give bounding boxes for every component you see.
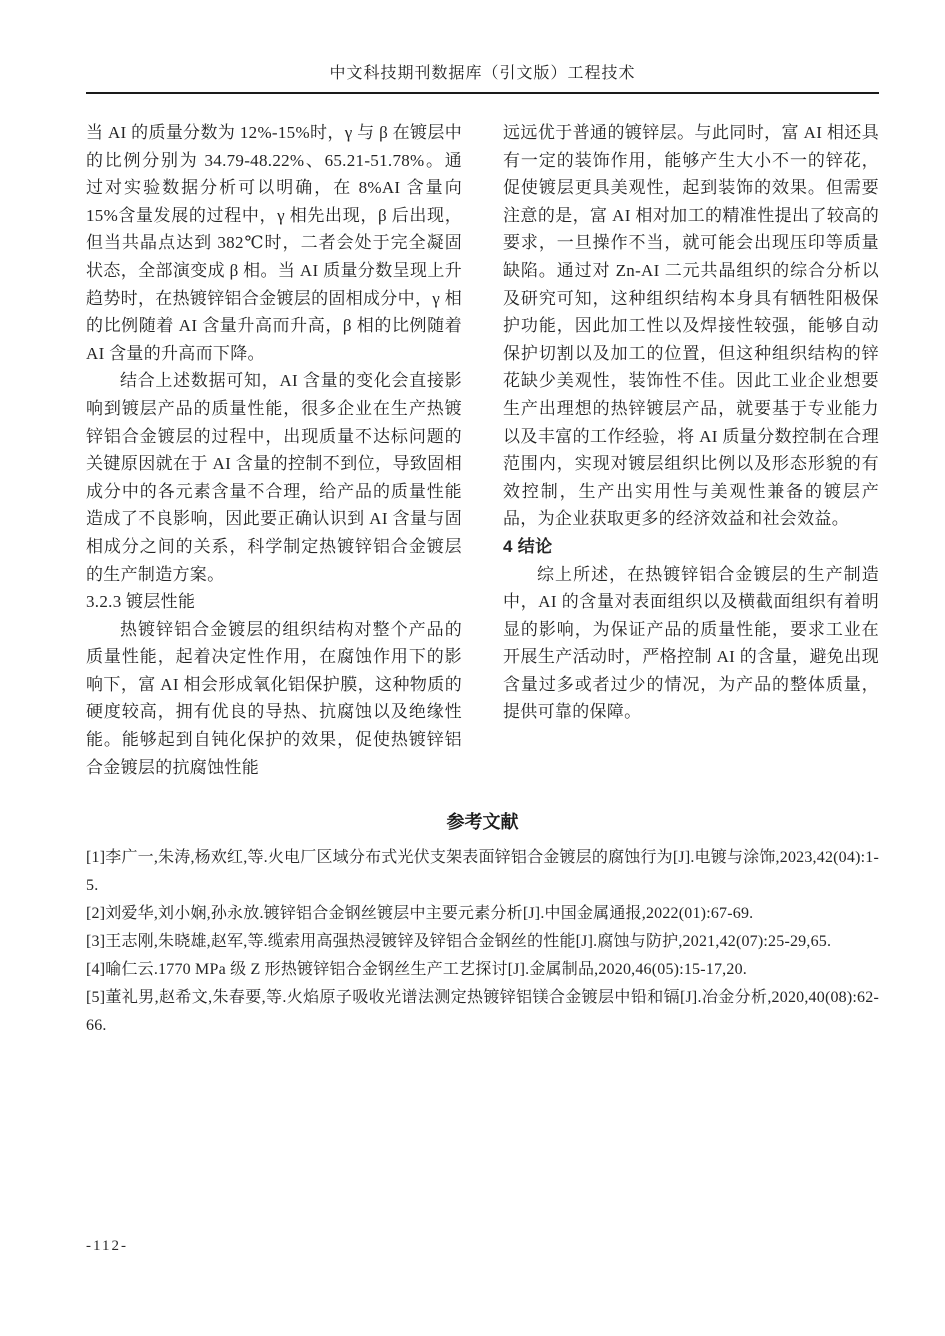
journal-header: 中文科技期刊数据库（引文版）工程技术 [86, 0, 879, 94]
article-page [86, 0, 879, 1040]
reference-item: [3]王志刚,朱晓雄,赵军,等.缆索用高强热浸镀锌及锌铝合金钢丝的性能[J].腐蚀与防护,2021,42(07):25-29,65. [86, 933, 832, 951]
references-section [86, 808, 879, 1040]
reference-item: [1]李广一,朱涛,杨欢红,等.火电厂区域分布式光伏支架表面锌铝合金镀层的腐蚀行为[J].电镀与涂饰,2023,42(04):1-5. [86, 849, 879, 895]
right-column [503, 119, 879, 781]
body-paragraph-continuation: 远远优于普通的镀锌层。与此同时，富 AI 相还具有一定的装饰作用，能够产生大小不一的锌花，促使镀层更具美观性，起到装饰的效果。但需要注意的是，富 AI 相对加工的精准性提出了较高的要求，一旦操作不当，就可能会出现压印等质量缺陷。通过对 Zn-AI 二元共晶组织的综合分析以及研究可知，这种组织结构本身具有牺牲阳极保护功能，因此加工性以及焊接性较强，能够自动保护切割以及加工的位置，但这种组织结构的锌花缺少美观性，装饰性不佳。因此工业企业想要生产出理想的热锌镀层产品，就要基于专业能力以及丰富的工作经验，将 AI 质量分数控制在合理范围内，实现对镀层组织比例以及形态形貌的有效控制，生产出实用性与美观性兼备的镀层产品，为企业获取更多的经济效益和社会效益。 [503, 123, 879, 529]
body-paragraph: 结合上述数据可知，AI 含量的变化会直接影响到镀层产品的质量性能，很多企业在生产热镀锌铝合金镀层的过程中，出现质量不达标问题的关键原因就在于 AI 含量的控制不到位，导致固相成分中的各元素含量不合理，给产品的质量性能造成了不良影响，因此要正确认识到 AI 含量与固相成分之间的关系，科学制定热镀锌铝合金镀层的生产制造方案。 [86, 371, 462, 584]
section-heading-3-2-3: 3.2.3 镀层性能 [86, 592, 196, 612]
reference-item: [2]刘爱华,刘小娴,孙永放.镀锌铝合金钢丝镀层中主要元素分析[J].中国金属通报,2022(01):67-69. [86, 905, 754, 923]
page-number: -112- [86, 1238, 128, 1254]
references-heading: 参考文献 [446, 812, 519, 833]
reference-item: [5]董礼男,赵希文,朱春要,等.火焰原子吸收光谱法测定热镀锌铝镁合金镀层中铅和镉[J].冶金分析,2020,40(08):62-66. [86, 989, 879, 1035]
body-paragraph: 热镀锌铝合金镀层的组织结构对整个产品的质量性能，起着决定性作用，在腐蚀作用下的影响下，富 AI 相会形成氧化铝保护膜，这种物质的硬度较高，拥有优良的导热、抗腐蚀以及绝缘性能。能够起到自钝化保护的效果，促使热镀锌铝合金镀层的抗腐蚀性能 [86, 619, 462, 777]
two-column-body [86, 119, 879, 781]
body-paragraph-continuation: 当 AI 的质量分数为 12%-15%时，γ 与 β 在镀层中的比例分别为 34.79-48.22%、65.21-51.78%。通过对实验数据分析可以明确，在 8%AI 含量向 15%含量发展的过程中，γ 相先出现，β 后出现，但当共晶点达到 382℃时，二者会处于完全凝固状态，全部演变成 β 相。当 AI 质量分数呈现上升趋势时，在热镀锌铝合金镀层的固相成分中，γ 相的比例随着 AI 含量升高而升高，β 相的比例随着 AI 含量的升高而下降。 [86, 123, 462, 363]
conclusion-paragraph: 综上所述，在热镀锌铝合金镀层的生产制造中，AI 的含量对表面组织以及横截面组织有着明显的影响，为保证产品的质量性能，要求工业在开展生产活动时，严格控制 AI 的含量，避免出现含量过多或者过少的情况，为产品的整体质量，提供可靠的保障。 [503, 564, 879, 722]
left-column [86, 119, 462, 781]
section-heading-4-conclusion: 4 结论 [503, 536, 553, 556]
reference-item: [4]喻仁云.1770 MPa 级 Z 形热镀锌铝合金钢丝生产工艺探讨[J].金属制品,2020,46(05):15-17,20. [86, 961, 747, 979]
